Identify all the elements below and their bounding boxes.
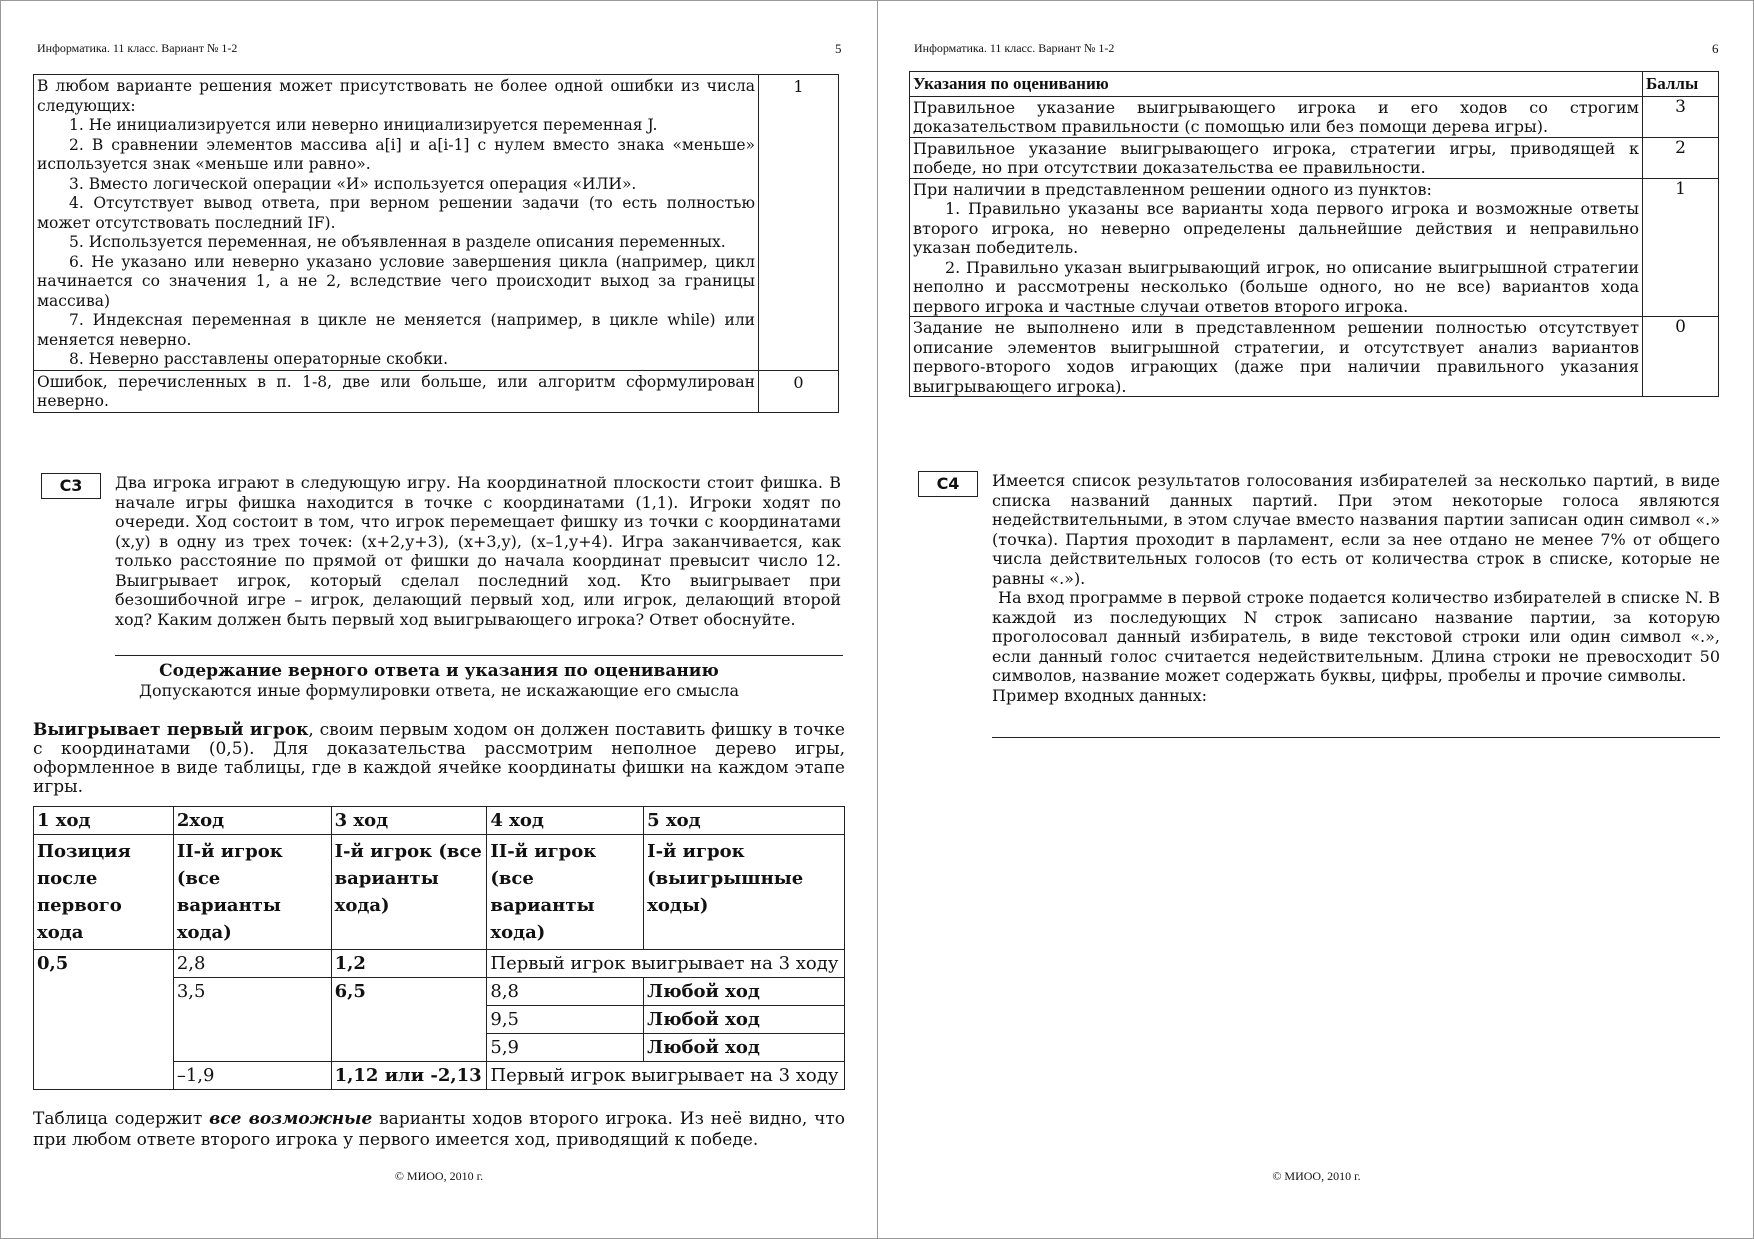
task-c3-text (115, 473, 841, 629)
move-value: Любой ход (647, 1037, 760, 1058)
subheader-cell: II-й игрок (все варианты хода) (173, 835, 331, 950)
page-header: Информатика. 11 класс. Вариант № 1-2 (914, 41, 1115, 55)
conclusion-post: варианты ходов второго игрока. Из неё видно, что при любом ответе второго игрока у первого имеется ход, приводящий к победе. (33, 1109, 845, 1150)
task-c4-text (992, 471, 1720, 705)
move-value: Любой ход (647, 1009, 760, 1030)
move-value: 1,2 (334, 953, 366, 974)
header-cell: 4 ход (487, 807, 644, 835)
grading-row (910, 137, 1719, 178)
conclusion-emphasis: все возможные (209, 1109, 373, 1129)
table-conclusion (33, 1109, 845, 1151)
move-cell (644, 1034, 845, 1062)
grading-header-points: Баллы (1643, 72, 1719, 97)
move-cell: 2,8 (173, 950, 331, 978)
grading-text: Правильное указание выигрывающего игрока и его ходов со строгим доказательством правильности (с помощью или без помощи дерева игры). (910, 96, 1643, 137)
criteria-line: В любом варианте решения может присутствовать не более одной ошибки из числа следующих: (37, 77, 755, 115)
grading-header-text: Указания по оцениванию (910, 72, 1643, 97)
answer-bold: Выигрывает первый игрок (33, 720, 309, 740)
game-tree-header-row (34, 807, 845, 835)
criteria-text-cell (34, 75, 759, 371)
grading-header-row (910, 72, 1719, 97)
answer-text (33, 721, 845, 797)
header-cell: 5 ход (644, 807, 845, 835)
result-cell: Первый игрок выигрывает на 3 ходу (487, 950, 845, 978)
grading-row (910, 96, 1719, 137)
game-tree-table (33, 806, 845, 1090)
move-value: Любой ход (647, 981, 760, 1002)
criteria-table (33, 74, 839, 413)
task-c4-paragraph: На вход программе в первой строке подается количество избирателей в списке N. В каждой из последующих N строк записано название партии, за которую проголосовал данный избиратель, в виде текстовой строки или один символ «.», если данный голос считается недействительным. Длина строки не превосходит 50 символов, название может содержать буквы, цифры, пробелы и прочие символы. (992, 588, 1720, 685)
criteria-line: 7. Индексная переменная в цикле не меняется (например, в цикле while) или меняется неверно. (37, 311, 755, 349)
grading-intro: При наличии в представленном решении одного из пунктов: (913, 179, 1432, 199)
conclusion-pre: Таблица содержит (33, 1109, 210, 1129)
criteria-row (34, 370, 839, 412)
page-number: 5 (835, 41, 842, 56)
grading-row (910, 178, 1719, 317)
page-header: Информатика. 11 класс. Вариант № 1-2 (37, 41, 238, 55)
page-footer: © МИОО, 2010 г. (394, 1169, 484, 1183)
move-cell (644, 978, 845, 1006)
criteria-row (34, 75, 839, 371)
grading-text: Правильное указание выигрывающего игрока, стратегии игры, приводящей к победе, но при отсутствии доказательства ее правильности. (910, 137, 1643, 178)
task-c4-paragraph: Имеется список результатов голосования избирателей за несколько партий, в виде списка названий данных партий. При этом некоторые голоса являются недействительными, в этом случае вместо названия партии записан один символ «.» (точка). Партия проходит в парламент, если за нее отдано не менее 7% от общего числа действительных голосов (то есть от количества строк в списке, которые не равны «.»). (992, 471, 1720, 588)
subheader-cell: I-й игрок (все варианты хода) (331, 835, 487, 950)
move-cell (331, 950, 487, 978)
grading-text (910, 178, 1643, 317)
criteria-points: 0 (759, 370, 839, 412)
grading-points: 1 (1643, 178, 1719, 317)
move-cell: 3,5 (173, 978, 331, 1062)
header-cell: 1 ход (34, 807, 174, 835)
page-footer: © МИОО, 2010 г. (1272, 1169, 1361, 1183)
move-cell: 8,8 (487, 978, 644, 1006)
subheader-cell: I-й игрок (выигрышные ходы) (644, 835, 845, 950)
grading-points: 3 (1643, 96, 1719, 137)
right-page (878, 1, 1754, 1239)
subheader-cell: Позиция после первого хода (34, 835, 174, 950)
grading-row (910, 317, 1719, 397)
grading-item: 1. Правильно указаны все варианты хода первого игрока и возможные ответы второго игрока, но неверно определены дальнейшие действия и неправильно указан победитель. (913, 199, 1639, 257)
header-cell: 2ход (173, 807, 331, 835)
move-cell: 9,5 (487, 1006, 644, 1034)
criteria-line: 1. Не инициализируется или неверно инициализируется переменная J. (69, 116, 658, 134)
page-number: 6 (1712, 41, 1719, 56)
grading-text: Задание не выполнено или в представленном решении полностью отсутствует описание элементов выигрышной стратегии, и отсутствует анализ вариантов первого-второго ходов играющих (даже при наличии правильного указания выигрывающего игрока). (910, 317, 1643, 397)
criteria-line: 4. Отсутствует вывод ответа, при верном решении задачи (то есть полностью может отсутствовать последний IF). (37, 194, 755, 232)
move-cell: –1,9 (173, 1062, 331, 1090)
move-cell (331, 1062, 487, 1090)
move-value: 6,5 (334, 981, 366, 1002)
move-cell (644, 1006, 845, 1034)
answer-subheading: Допускаются иные формулировки ответа, не искажающие его смысла (138, 681, 740, 700)
move-cell (331, 978, 487, 1062)
criteria-points: 1 (759, 75, 839, 371)
answer-rest: , своим первым ходом он должен поставить фишку в точке с координатами (0,5). Для доказательства рассмотрим неполное дерево игры, оформленное в виде таблицы, где в каждой ячейке координаты фишки на каждом этапе игры. (33, 720, 845, 797)
criteria-text-cell: Ошибок, перечисленных в п. 1-8, две или больше, или алгоритм сформулирован неверно. (34, 370, 759, 412)
separator-line (992, 737, 1720, 738)
criteria-line: 5. Используется переменная, не объявленная в разделе описания переменных. (69, 233, 726, 251)
task-c4-paragraph: Пример входных данных: (992, 685, 1207, 705)
criteria-line: 6. Не указано или неверно указано условие завершения цикла (например, цикл начинается со значения 1, а не 2, вследствие чего происходит выход за границы массива) (37, 252, 755, 310)
task-c3-paragraph: Два игрока играют в следующую игру. На координатной плоскости стоит фишка. В начале игры фишка находится в точке с координатами (1,1). Игроки ходят по очереди. Ход состоит в том, что игрок перемещает фишку из точки с координатами (x,y) в одну из трех точек: (x+2,y+3), (x+3,y), (x–1,y+4). Игра заканчивается, как только расстояние по прямой от фишки до начала координат превысит число 12. Выигрывает игрок, который сделал последний ход. Кто выигрывает при безошибочной игре – игрок, делающий первый ход, или игрок, делающий второй ход? Каким должен быть первый ход выигрывающего игрока? Ответ обоснуйте. (115, 473, 841, 629)
result-cell: Первый игрок выигрывает на 3 ходу (487, 1062, 845, 1090)
left-page (1, 1, 877, 1239)
move-cell: 5,9 (487, 1034, 644, 1062)
move-value: 1,12 или -2,13 (334, 1065, 482, 1086)
task-label-c4: С4 (918, 471, 978, 497)
grading-points: 2 (1643, 137, 1719, 178)
table-row (34, 950, 845, 978)
grading-points: 0 (1643, 317, 1719, 397)
criteria-line: 3. Вместо логической операции «И» используется операция «ИЛИ». (69, 174, 637, 193)
grading-table (909, 71, 1719, 397)
task-label-c3: С3 (41, 473, 101, 499)
first-move-cell (34, 950, 174, 1090)
separator-line (115, 655, 843, 656)
subheader-cell: II-й игрок (все варианты хода) (487, 835, 644, 950)
criteria-line: 8. Неверно расставлены операторные скобки. (69, 350, 449, 368)
game-tree-subheader-row (34, 835, 845, 950)
first-move-value: 0,5 (37, 953, 69, 974)
answer-heading: Содержание верного ответа и указания по оцениванию (159, 661, 719, 681)
grading-item: 2. Правильно указан выигрывающий игрок, но описание выигрышной стратегии неполно и рассмотрены несколько (больше одного, но не все) вариантов хода первого игрока и частные случаи ответов второго игрока. (913, 257, 1639, 316)
header-cell: 3 ход (331, 807, 487, 835)
criteria-line: 2. В сравнении элементов массива a[i] и a[i-1] с нулем вместо знака «меньше» используется знак «меньше или равно». (37, 135, 755, 173)
